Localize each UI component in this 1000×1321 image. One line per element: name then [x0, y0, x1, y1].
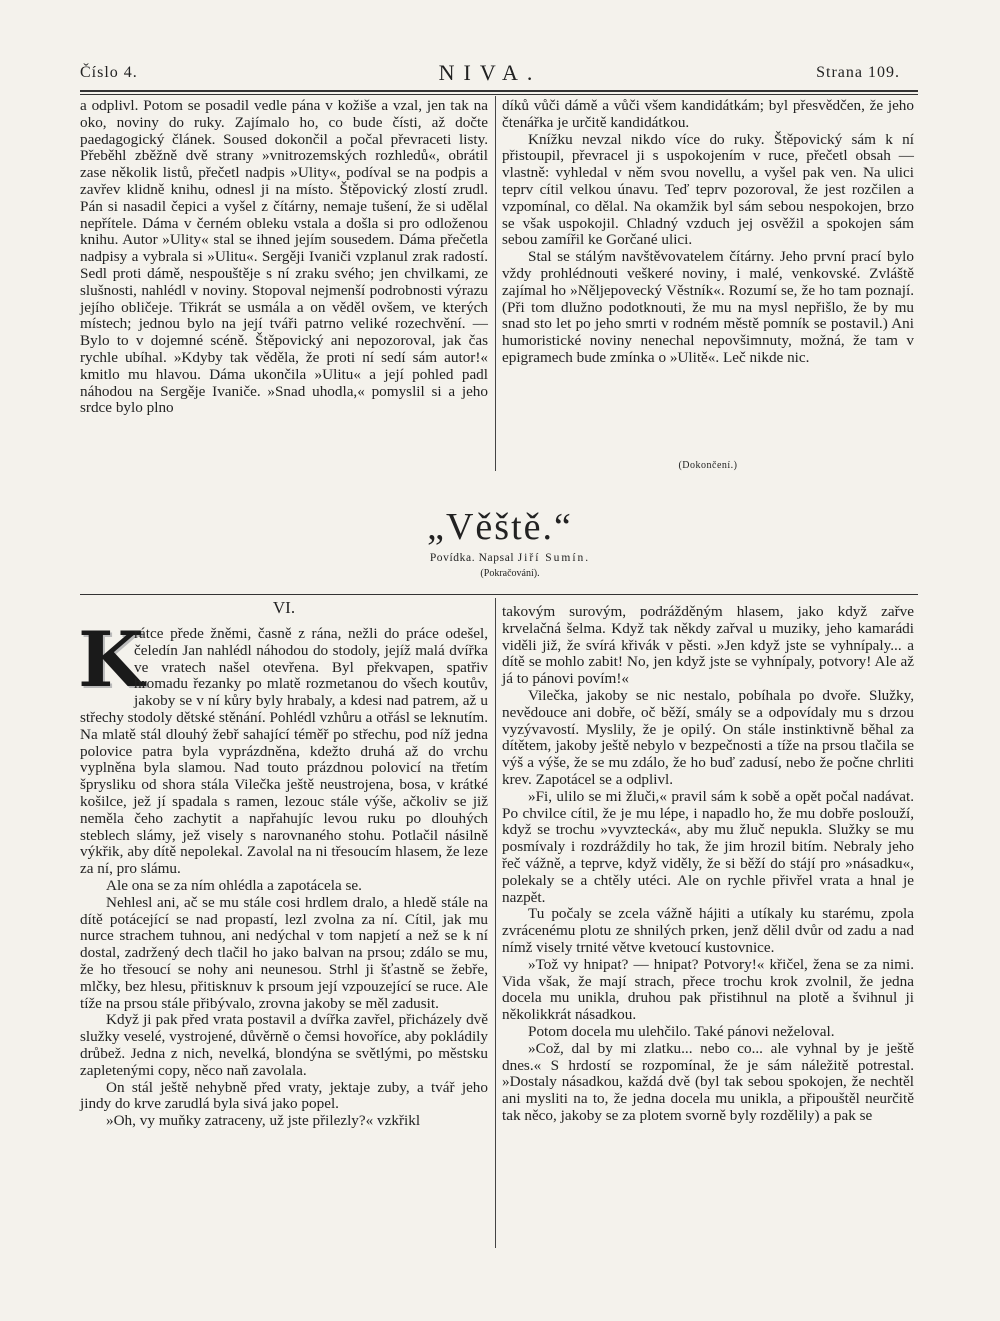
paragraph: On stál ještě nehybně před vraty, jektaje zuby, a tvář jeho jindy do krve zarudlá byla sivá jako popel. [80, 1078, 488, 1113]
paragraph: Potom docela mu ulehčilo. Také pánovi neželoval. [528, 1022, 835, 1040]
section-rule [80, 594, 918, 595]
opening-text: rátce přede žněmi, časně z rána, nežli do práce odešel, čeledín Jan nahlédl náhodou do stodoly, jejíž malá dvířka ve vratech našel otevřena. Byl překvapen, spatřiv hromadu řezanky po mlatě rozmetanou do všech koutův, jakoby se v ní kůry byly hrabaly, a kdesi nad patrem, až u střechy stodoly dětské stěnání. Pohlédl vzhůru a otřásl se leknutím. Na mlatě stál dlouhý žebř sahající téměř po střechu, pod níž jedna polovice patra byla vyprázdněna, kdežto druhá až do vrchu vyplněna byla slamou. Nad touto prázdnou polovicí na třetím šprysliku od shora stála Vilečka ještě neustrojena, bosa, v krátké košilce, jež jí spadala s ramen, lezouc stále výše, ačkoliv se již neměla čeho zachytit a napřahujíc levou ruku po dlouhých steblech slámy, jež visely s narovnaného stohu. Potlačil násilně výkřik, aby dítě nepolekal. Zavolal na ni třesoucím hlasem, že leze za ní, pro slámu. [80, 625, 488, 878]
header-rule [80, 90, 918, 92]
paragraph: Stal se stálým navštěvovatelem čítárny. Jeho první prací bylo vždy prohlédnouti veškeré noviny, i malé, venkovské. Zvláště zajímal ho »Něljepovecký Věstník«. Rozumí se, že ho tam poznají. (Při tom dlužno podotknouti, že mu na mysl nepřišlo, že by mu snad sto let po jeho smrti v rodném městě pomník se postavil.) Ani humoristické noviny nenechal nepovšimnuty, možná, že tam v epigramech bude zmínka o »Ulitě«. Leč nikde nic. [502, 248, 914, 366]
top-right-column [502, 98, 914, 367]
story-title: „Věště.“ [427, 506, 573, 548]
concluded-note: (Dokončení.) [678, 460, 738, 471]
paragraph: Knížku nevzal nikdo více do ruky. Štěpovický sám k ní přistoupil, převracel ji s uspokojením v ruce, přečetl obsah — vlastně: vyhledal v něm svou novellu, a vyšel pak ven. Na ulici teprv cítil velkou únavu. Teď teprv pozoroval, že jest rozčilen a vzpomínal, co dělal. Na okamžik byl sám sebou nespokojen, brzo se však uspokojil. Chladný vzduch jej osvěžil a spokojen sám sebou zamířil ke Gorčané ulici. [502, 130, 914, 249]
top-left-column [80, 98, 488, 417]
story-byline [300, 552, 720, 564]
page-number: Strana 109. [816, 64, 900, 81]
continued-note: (Pokračování). [480, 568, 540, 579]
issue-number: Číslo 4. [80, 64, 138, 81]
paragraph: »Tož vy hnipat? — hnipat? Potvory!« křičel, žena se za nimi. Vida však, že mají strach, přece trochu krok zvolnil, že jedna docela mu unikla, druhou pak přistihnul na plotě a švihnul ji několikkrát násadkou. [502, 955, 914, 1024]
paragraph: Když ji pak před vrata postavil a dvířka zavřel, přicházely dvě služky veselé, vystrojené, důvěrně o čemsi hovoříce, aby pokládily drůbež. Jedna z nich, nevelká, blondýna se světlými, po městsku zapletenými copy, něco naň zavolala. [80, 1011, 488, 1079]
byline-prefix: Povídka. Napsal [429, 552, 515, 564]
paragraph: »Což, dal by mi zlatku... nebo co... ale vyhnal by je ještě dnes.« S hrdostí se rozpomínal, že je sám náležitě potrestal. »Dostaly násadkou, každá dvě (byl tak sebou spokojen, že nechtěl ani mysliti na to, že jedna docela mu unikla, a připouštěl neurčitě tak něco, jakoby se za plotem svorně byly rozdělily) a pak se [502, 1039, 914, 1124]
column-divider-top [495, 96, 496, 471]
bottom-right-column [502, 604, 914, 1125]
paragraph: Ale ona se za ním ohlédla a zapotácela se. [106, 876, 362, 894]
opening-paragraph [78, 615, 488, 878]
paragraph: Tu počaly se zcela vážně hájiti a utíkaly ku starému, zpola zvrácenému plotu ze shnilých prken, jenž dělil dvůr od zadu a nad nímž visely trnité větve kvetoucí kustovnice. [502, 905, 914, 956]
author-name: Jiří Sumín. [517, 552, 591, 564]
column-divider-bottom [495, 598, 496, 1248]
paragraph: Vilečka, jakoby se nic nestalo, pobíhala po dvoře. Služky, nevědouce ani dobře, oč běží, smály se a odpovídaly mu s drzou vyzývavostí. Myslily, že je opilý. On stále instinktivně běhal za dítětem, jakoby ještě nebylo v bezpečnosti a tíže na prsou tlačila se výš a výše, že se mu zdálo, že ho buď zadusí, nebo že počne chrliti krev. Zapotácel se a odplivl. [502, 686, 914, 788]
chapter-number: VI. [272, 598, 296, 617]
page-header [80, 60, 900, 88]
drop-cap-letter: K [78, 615, 145, 704]
journal-title: NIVA. [438, 60, 542, 85]
paragraph: takovým surovým, podrážděným hlasem, jako když zařve krvelačná šelma. Když tak někdy zařval u muziky, jeho kamarádi viděli již, že svírá křivák v pěsti. »Jen když jste se vyhnípaly... a dítě se mohlo zabit! No, jen když jste se vyhnípaly, potvory! Ale až já to pánovi povím!« [502, 603, 914, 688]
header-rule-thin [80, 94, 918, 95]
paragraph: »Oh, vy muňky zatraceny, už jste přilezly?« vzkřikl [106, 1112, 421, 1130]
paragraph: díků vůči dámě a vůči všem kandidátkám; byl přesvědčen, že jeho čtenářka je určitě kandidátkou. [502, 97, 914, 131]
paragraph: »Fi, ulilo se mi žluči,« pravil sám k sobě a opět počal nadávat. Po chvilce cítil, že je mu lépe, i napadlo ho, že mu dobře poslouží, když se trochu »vyvztecká«, aby mu žluč nepukla. Služky se mu posmívaly i rozdráždily ho tak, že jim hrozil bitím. Nebraly jeho řeč vážně, a teprve, když viděly, že si běží do stájí pro »násadku«, polekaly se a chtěly utéci. Ale on rychle přivřel vrata a hnal je nazpět. [502, 787, 914, 906]
paragraph: a odplivl. Potom se posadil vedle pána v kožiše a vzal, jen tak na oko, noviny do ruky. Zajímalo ho, co bude čísti, až dočte paedagogický článek. Soused dokončil a počal převraceti listy. Přeběhl zběžně dvě strany »vnitrozemských rozhledů«, obrátil zase několik listů, přečetl nadpis »Ulity«, podíval se na podpis a zavřev klidně knihu, odnesl ji na místo. Štěpovický zlostí zrudl. Pán si nasadil čepici a vyšel z čítárny, nemaje tušení, že si udělal nepřítele. Dáma v černém obleku vstala a došla si pro odloženou knihu. Autor »Ulity« stal se ihned jejím sousedem. Dáma přečetla nadpisy a vybrala si »Ulitu«. Sergěji Ivaniči vzplanul zrak radostí. Sedl proti dámě, nespouštěje s ní zraku svého; jen chvilkami, ze slušnosti, nahlédl v noviny. Stopoval nejmenší podrobnosti výrazu jejího obličeje. Třikrát se usmála a on věděl ovšem, ve kterých místech; jednou bylo na její tváři patrno veliké rozechvění. — Bylo to v dojemné scéně. Štěpovický ani nepozoroval, jak čas rychle ubíhal. »Kdyby tak věděla, že proti ní sedí sám autor!« kmitlo mu hlavou. Dáma ukončila »Ulitu« a její pohled padl náhodou na Sergěje Ivaniče. »Snad uhodla,« pomyslil si a jeho srdce bylo plno [80, 97, 488, 417]
paragraph: Nehlesl ani, ač se mu stále cosi hrdlem dralo, a hledě stále na dítě potácející se nad propastí, lezl zvolna za ní. Cítil, jak mu nurce strachem tuhnou, ani nedýchal v tom napjetí a než se k ní dostal, zadržený dech tlačil ho jako balvan na prsou; zdálo se mu, že ho třesoucí se nohy ani neunesou. Strhl ji šťastně se žebře, mlčky, bez hlesu, přitisknuv k prsoum její vzpouzející se ruce. Ale tíže na prsou stále přibývalo, zrovna jakoby se měl zadusit. [80, 893, 488, 1012]
bottom-left-column [78, 615, 488, 1130]
